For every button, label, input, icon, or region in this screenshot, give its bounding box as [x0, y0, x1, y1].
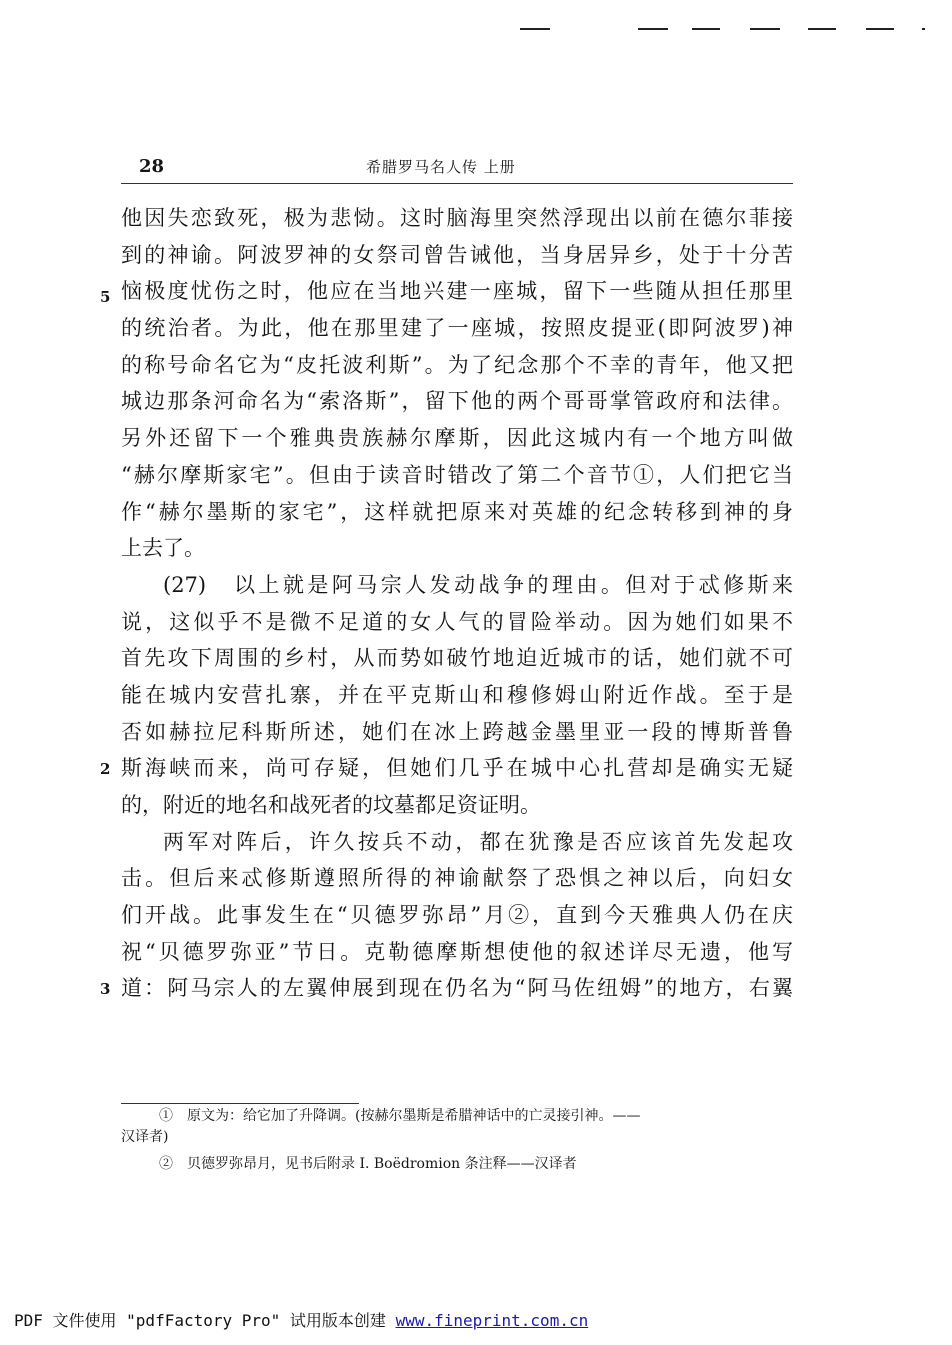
text-line: 作“赫尔墨斯的家宅”，这样就把原来对英雄的纪念转移到神的身	[121, 499, 793, 524]
text-line: 另外还留下一个雅典贵族赫尔摩斯，因此这城内有一个地方叫做	[121, 426, 793, 451]
page-number: 28	[139, 156, 165, 177]
text-line: 的称号命名它为“皮托波利斯”。为了纪念那个不幸的青年，他又把	[121, 352, 793, 377]
text-line: 的，附近的地名和战死者的坟墓都足资证明。	[121, 793, 541, 817]
text-line: 上去了。	[121, 536, 205, 561]
footnote-1: ① 原文为：给它加了升降调。(按赫尔墨斯是希腊神话中的亡灵接引神。——	[159, 1108, 641, 1124]
paragraph-start: (27) 以上就是阿马宗人发动战争的理由。但对于忒修斯来	[163, 572, 793, 597]
text-line: 击。但后来忒修斯遵照所得的神谕献祭了恐惧之神以后，向妇女	[121, 866, 793, 891]
scan-dash-marks	[520, 28, 940, 32]
text-line: 说，这似乎不是微不足道的女人气的冒险举动。因为她们如果不	[121, 609, 793, 634]
text-line: 的统治者。为此，他在那里建了一座城，按照皮提亚(即阿波罗)神	[121, 316, 793, 341]
text-line: 能在城内安营扎寨，并在平克斯山和穆修姆山附近作战。至于是	[121, 682, 793, 707]
pdf-footer-text: PDF 文件使用 "pdfFactory Pro" 试用版本创建	[14, 1311, 396, 1330]
text-line: 他因失恋致死，极为悲恸。这时脑海里突然浮现出以前在德尔菲接	[121, 206, 793, 230]
text-line: 首先攻下周围的乡村，从而势如破竹地迫近城市的话，她们就不可	[121, 646, 793, 671]
footnote-rule	[121, 1103, 359, 1104]
page-header	[121, 156, 793, 178]
text-line: 斯海峡而来，尚可存疑，但她们几乎在城中心扎营却是确实无疑	[121, 756, 793, 781]
footnotes	[121, 1106, 793, 1175]
text-line: 恼极度忧伤之时，他应在当地兴建一座城，留下一些随从担任那里	[121, 279, 793, 304]
text-line: “赫尔摩斯家宅”。但由于读音时错改了第二个音节①，人们把它当	[121, 462, 793, 487]
text-line: 到的神谕。阿波罗神的女祭司曾告诫他，当身居异乡，处于十分苦	[121, 242, 793, 267]
text-line: 们开战。此事发生在“贝德罗弥昂”月②，直到今天雅典人仍在庆	[121, 903, 793, 928]
text-line: 祝“贝德罗弥亚”节日。克勒德摩斯想使他的叙述详尽无遗，他写	[121, 939, 793, 964]
footnote-1-continued: 汉译者)	[121, 1129, 169, 1145]
margin-line-number: 2	[100, 760, 111, 778]
text-line: 道：阿马宗人的左翼伸展到现在仍名为“阿马佐纽姆”的地方，右翼	[121, 976, 793, 1001]
margin-line-number: 5	[100, 288, 111, 306]
body-text	[121, 200, 793, 1007]
fineprint-link[interactable]: www.fineprint.com.cn	[395, 1311, 589, 1330]
footnote-2: ② 贝德罗弥昂月，见书后附录 I. Boëdromion 条注释——汉译者	[159, 1156, 577, 1172]
paragraph-start: 两军对阵后，许久按兵不动，都在犹豫是否应该首先发起攻	[163, 829, 793, 854]
margin-line-number: 3	[100, 980, 111, 998]
text-line: 城边那条河命名为“索洛斯”，留下他的两个哥哥掌管政府和法律。	[121, 389, 793, 414]
header-rule	[121, 183, 793, 184]
text-line: 否如赫拉尼科斯所述，她们在冰上跨越金墨里亚一段的博斯普鲁	[121, 719, 793, 744]
pdf-creator-footer	[14, 1308, 588, 1331]
running-title: 希腊罗马名人传 上册	[366, 158, 516, 176]
